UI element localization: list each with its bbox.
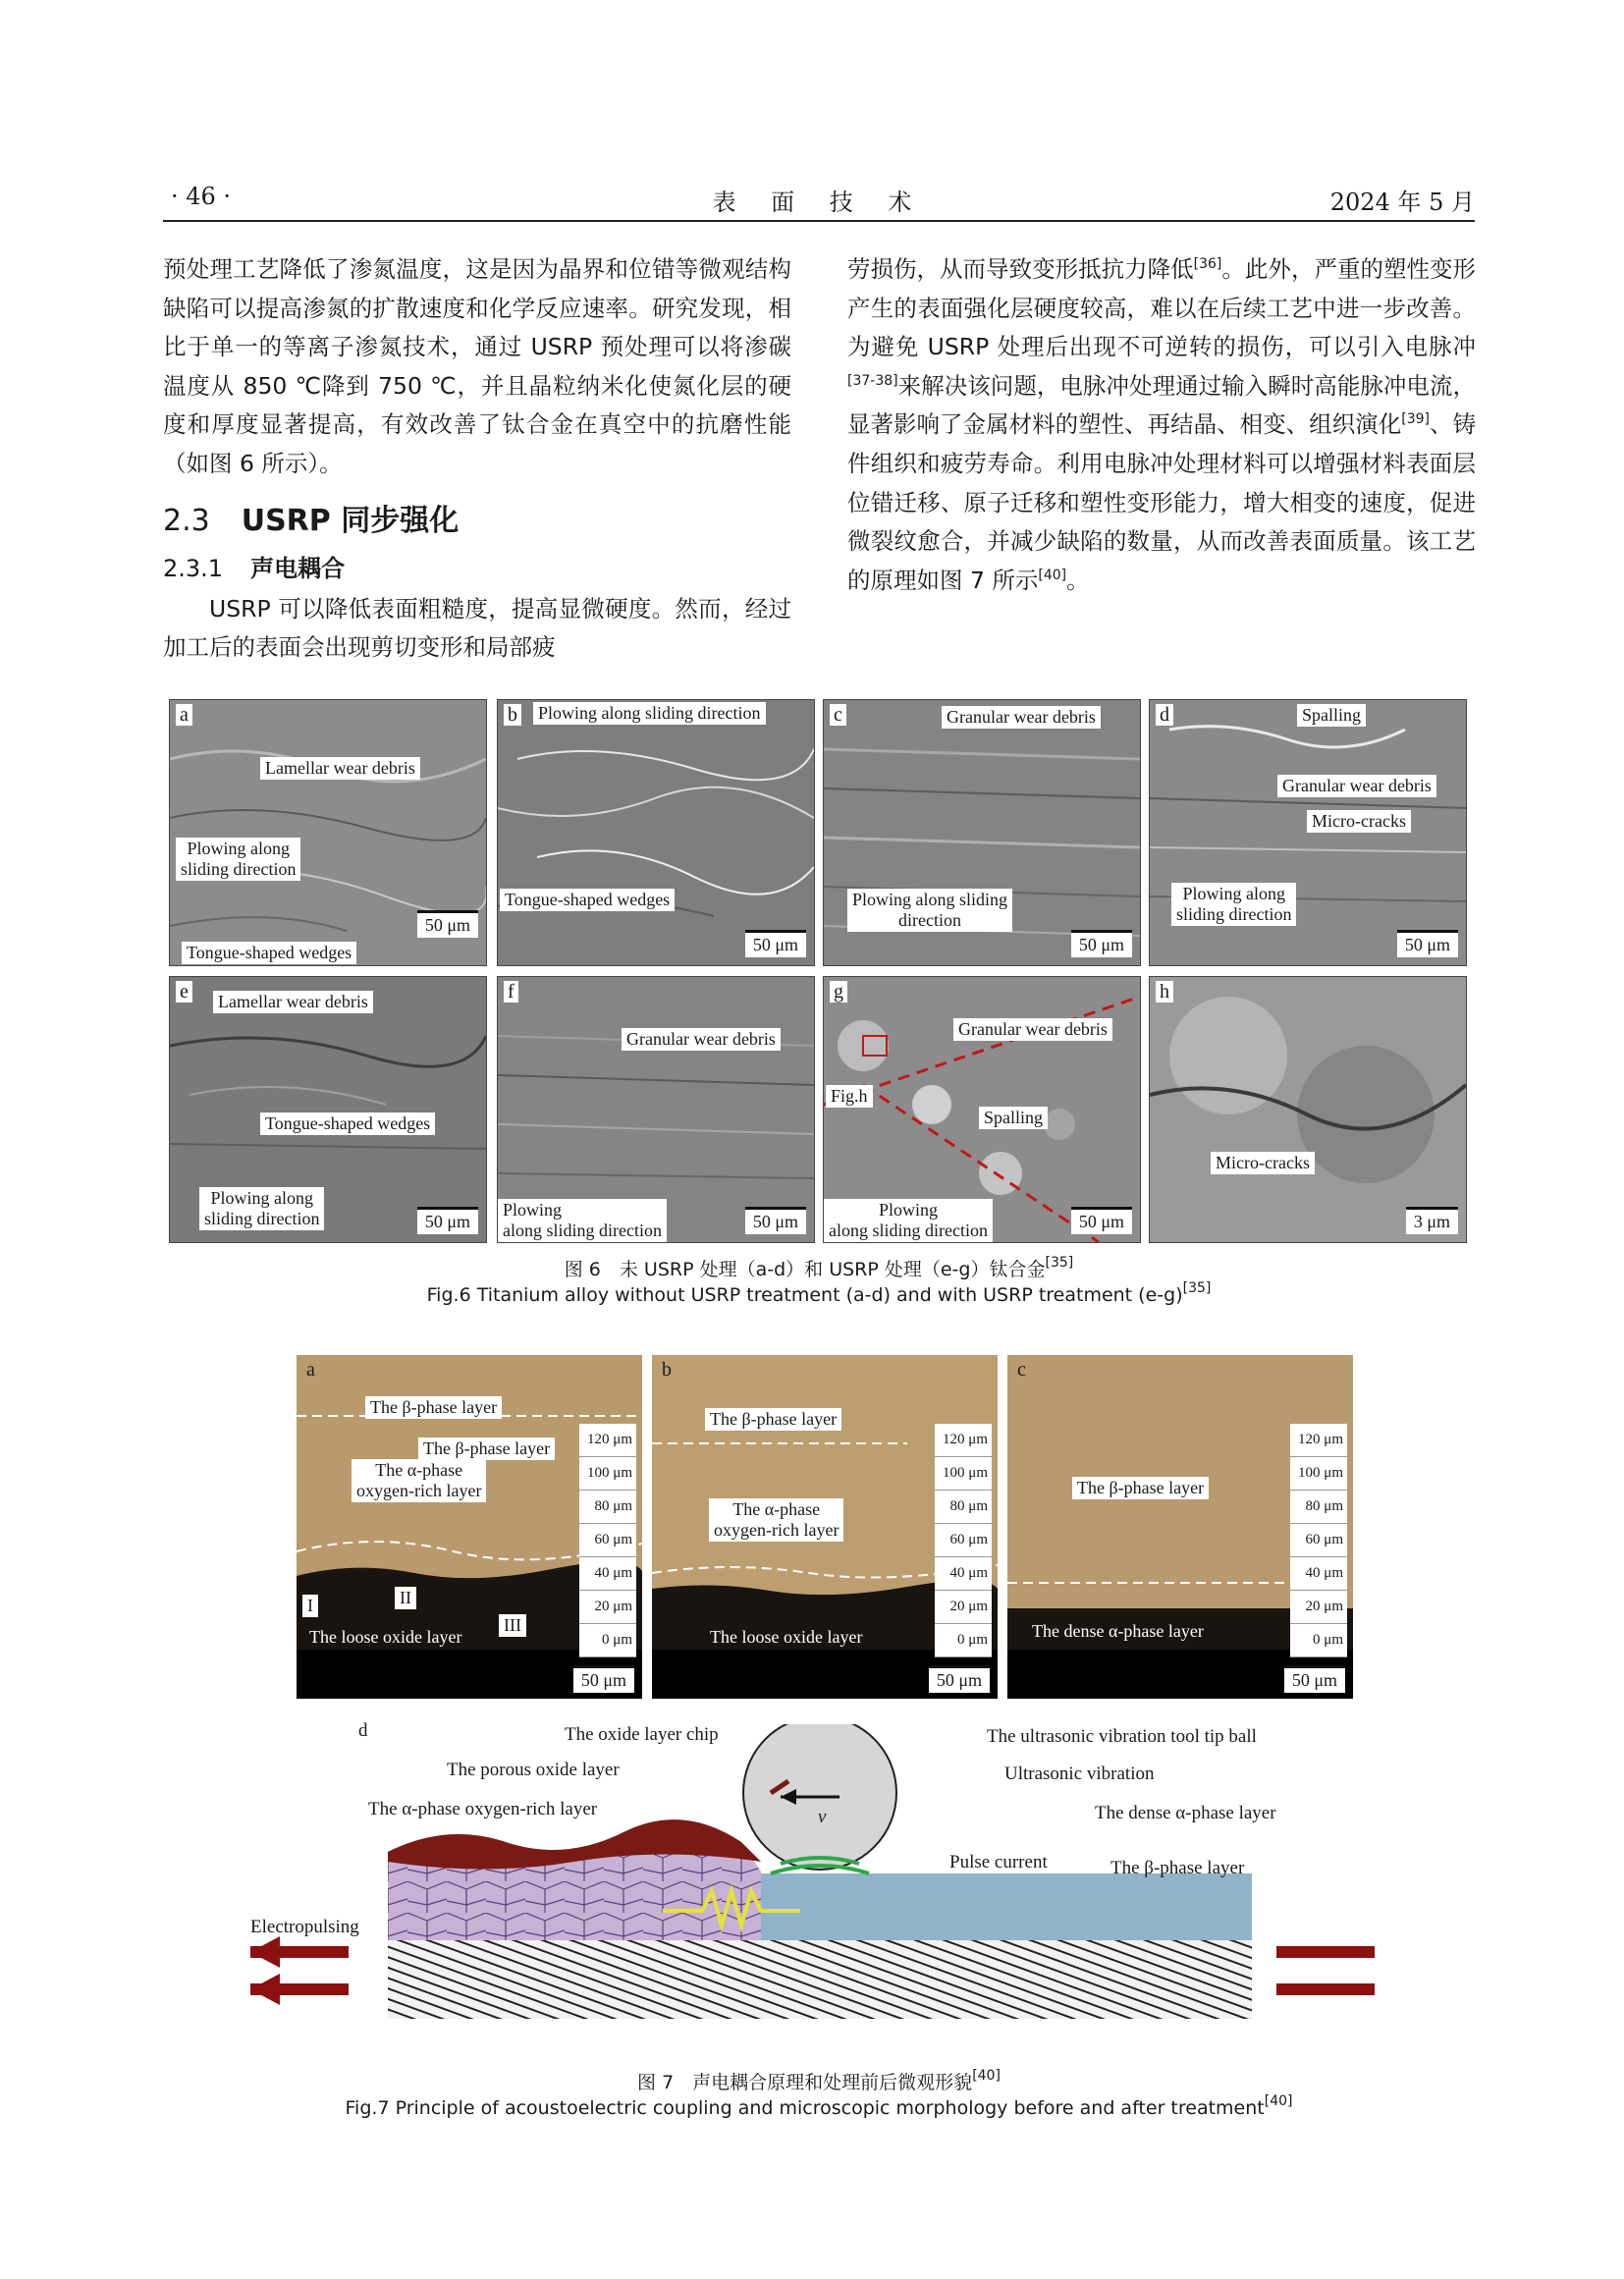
left-column xyxy=(163,250,791,668)
annotation: Tongue-shaped wedges xyxy=(182,942,356,964)
ruler-tick: 80 μm xyxy=(579,1491,636,1524)
annotation: Lamellar wear debris xyxy=(260,757,420,780)
annotation: Plowing along sliding direction xyxy=(847,889,1012,932)
figure-6-caption-en xyxy=(163,1282,1475,1308)
micrograph-panel-c xyxy=(1007,1355,1353,1699)
scale-bar: 50 μm xyxy=(1071,1207,1132,1234)
caption-text: 图 6 未 USRP 处理（a-d）和 USRP 处理（e-g）钛合金 xyxy=(564,1259,1046,1280)
annotation: Tongue-shaped wedges xyxy=(260,1112,435,1135)
section-number: 2.3 xyxy=(163,503,210,538)
annotation: The dense α-phase layer xyxy=(1032,1621,1204,1641)
sem-panel-h xyxy=(1149,976,1467,1243)
scale-bar: 50 μm xyxy=(417,1207,478,1234)
sem-panel-d xyxy=(1149,699,1467,966)
subsection-heading xyxy=(163,551,791,586)
text-run: 劳损伤，从而导致变形抵抗力降低 xyxy=(847,255,1194,283)
ruler-tick: 40 μm xyxy=(579,1557,636,1591)
annotation: The β-phase layer xyxy=(705,1408,841,1431)
annotation: The α-phase oxygen-rich layer xyxy=(352,1459,486,1502)
annotation: Micro-cracks xyxy=(1307,810,1411,833)
caption-text: Fig.6 Titanium alloy without USRP treatment (a-d) and with USRP treatment (e-g) xyxy=(426,1284,1183,1306)
ruler-tick: 20 μm xyxy=(935,1591,992,1624)
panel-label: b xyxy=(662,1359,672,1381)
running-header xyxy=(163,183,1475,222)
schematic-diagram-d xyxy=(250,1720,1375,2058)
annotation: Fig.h xyxy=(826,1085,873,1108)
annotation: Plowing along sliding direction xyxy=(498,1199,667,1242)
annotation: The loose oxide layer xyxy=(309,1627,462,1647)
ruler-tick: 0 μm xyxy=(579,1624,636,1657)
panel-label: e xyxy=(176,981,192,1003)
ruler-tick: 40 μm xyxy=(1290,1557,1347,1591)
issue-date: 2024 年 5 月 xyxy=(1329,189,1475,216)
paragraph: 预处理工艺降低了渗氮温度，这是因为晶界和位错等微观结构缺陷可以提高渗氮的扩散速度和化学反应速率。研究发现，相比于单一的等离子渗氮技术，通过 USRP 预处理可以将渗碳温度从 850 ℃降到 750 ℃，并且晶粒纳米化使氮化层的硬度和厚度显著提高，有效改善了钛合金在真空中的抗磨性能（如图 6 所示）。 xyxy=(163,255,791,477)
caption-text: 图 7 声电耦合原理和处理前后微观形貌 xyxy=(637,2072,973,2093)
panel-label: g xyxy=(830,981,847,1003)
panel-label: c xyxy=(830,704,846,726)
ruler-tick: 80 μm xyxy=(935,1491,992,1524)
citation[interactable]: [40] xyxy=(1038,567,1067,583)
depth-ruler xyxy=(1290,1424,1347,1657)
annotation: The α-phase oxygen-rich layer xyxy=(709,1498,843,1542)
header-rule xyxy=(163,220,1475,222)
annotation: Granular wear debris xyxy=(1277,775,1436,797)
annotation: Spalling xyxy=(1297,704,1366,727)
ruler-tick: 60 μm xyxy=(579,1524,636,1557)
depth-ruler xyxy=(935,1424,992,1657)
annotation: Granular wear debris xyxy=(622,1028,781,1051)
section-heading xyxy=(163,502,791,541)
annotation: Pulse current xyxy=(949,1852,1048,1872)
ruler-tick: 120 μm xyxy=(1290,1424,1347,1457)
citation[interactable]: [40] xyxy=(1264,2093,1293,2109)
region-marker: III xyxy=(499,1614,526,1637)
annotation: Spalling xyxy=(979,1107,1048,1129)
sem-panel-e xyxy=(169,976,487,1243)
panel-label: h xyxy=(1156,981,1173,1003)
citation[interactable]: [40] xyxy=(972,2068,1001,2084)
figure-6-caption-cn xyxy=(163,1257,1475,1282)
sem-panel-g xyxy=(823,976,1141,1243)
panel-label: d xyxy=(358,1720,368,1741)
ruler-tick: 60 μm xyxy=(1290,1524,1347,1557)
right-column xyxy=(847,250,1476,600)
citation[interactable]: [36] xyxy=(1193,256,1222,272)
page-number: · 46 · xyxy=(171,183,232,210)
ruler-tick: 120 μm xyxy=(935,1424,992,1457)
annotation: The β-phase layer xyxy=(1072,1477,1209,1499)
citation[interactable]: [35] xyxy=(1045,1255,1074,1271)
figure-6 xyxy=(169,699,1455,1241)
annotation: The α-phase oxygen-rich layer xyxy=(368,1799,598,1819)
annotation: The loose oxide layer xyxy=(710,1627,863,1647)
ruler-tick: 100 μm xyxy=(935,1457,992,1491)
annotation: Granular wear debris xyxy=(942,706,1101,729)
annotation: Ultrasonic vibration xyxy=(1004,1764,1155,1784)
annotation: The β-phase layer xyxy=(1110,1858,1245,1878)
ruler-tick: 0 μm xyxy=(1290,1624,1347,1657)
annotation: Lamellar wear debris xyxy=(213,991,373,1013)
caption-text: Fig.7 Principle of acoustoelectric coupling and microscopic morphology before and after treatment xyxy=(345,2097,1265,2119)
sem-panel-b xyxy=(497,699,815,966)
schematic-svg xyxy=(250,1724,1375,2058)
velocity-label: v xyxy=(818,1807,827,1827)
annotation: The dense α-phase layer xyxy=(1095,1803,1276,1823)
ruler-tick: 0 μm xyxy=(935,1624,992,1657)
citation[interactable]: [39] xyxy=(1401,411,1430,428)
sem-panel-a xyxy=(169,699,487,966)
annotation: Granular wear debris xyxy=(953,1018,1112,1041)
panel-label: a xyxy=(306,1359,315,1381)
annotation: Electropulsing xyxy=(250,1917,359,1937)
scale-bar: 50 μm xyxy=(745,930,806,957)
scale-bar: 50 μm xyxy=(1071,930,1132,957)
ruler-tick: 80 μm xyxy=(1290,1491,1347,1524)
text-run: 来解决该问题，电脉冲处理通过输入瞬时高能脉冲电流，显著影响了金属材料的塑性、再结晶、相变、组织演化 xyxy=(847,371,1476,439)
scale-bar: 3 μm xyxy=(1406,1207,1458,1234)
subsection-title: 声电耦合 xyxy=(250,554,346,582)
ruler-tick: 20 μm xyxy=(579,1591,636,1624)
micrograph-panel-b xyxy=(652,1355,998,1699)
panel-label: b xyxy=(504,704,521,726)
ruler-tick: 100 μm xyxy=(579,1457,636,1491)
ruler-tick: 60 μm xyxy=(935,1524,992,1557)
annotation: Plowing along sliding direction xyxy=(176,838,300,881)
annotation: The ultrasonic vibration tool tip ball xyxy=(987,1726,1257,1747)
region-marker: II xyxy=(395,1587,416,1609)
annotation: Plowing along sliding direction xyxy=(824,1199,993,1242)
annotation: Micro-cracks xyxy=(1211,1152,1315,1174)
panel-label: a xyxy=(176,704,192,726)
annotation: The β-phase layer xyxy=(365,1396,502,1419)
text-run: 。此外，严重的塑性变形产生的表面强化层硬度较高，难以在后续工艺中进一步改善。为避免 USRP 处理后出现不可逆转的损伤，可以引入电脉冲 xyxy=(847,255,1477,361)
sem-panel-c xyxy=(823,699,1141,966)
subsection-number: 2.3.1 xyxy=(163,554,224,582)
annotation: The porous oxide layer xyxy=(447,1760,620,1780)
depth-ruler xyxy=(579,1424,636,1657)
paragraph xyxy=(847,250,1476,600)
figure-7-caption-en xyxy=(163,2095,1475,2121)
panel-label: c xyxy=(1017,1359,1026,1381)
annotation: Plowing along sliding direction xyxy=(533,702,766,725)
annotation: The β-phase layer xyxy=(418,1438,555,1460)
paragraph: USRP 可以降低表面粗糙度，提高显微硬度。然而，经过加工后的表面会出现剪切变形和局部疲 xyxy=(163,594,791,662)
journal-title: 表 面 技 术 xyxy=(712,189,926,216)
scale-bar: 50 μm xyxy=(929,1665,990,1693)
text-run: 。 xyxy=(1066,566,1090,594)
sem-panel-f xyxy=(497,976,815,1243)
scale-bar: 50 μm xyxy=(745,1207,806,1234)
scale-bar: 50 μm xyxy=(573,1665,634,1693)
text-run: 、铸件组织和疲劳寿命。利用电脉冲处理材料可以增强材料表面层位错迁移、原子迁移和塑性变形能力，增大相变的速度，促进微裂纹愈合，并减少缺陷的数量，从而改善表面质量。该工艺的原理如图 7 所示 xyxy=(847,410,1477,594)
figure-7-caption-cn xyxy=(163,2070,1475,2095)
ruler-tick: 40 μm xyxy=(935,1557,992,1591)
panel-label: d xyxy=(1156,704,1173,726)
panel-label: f xyxy=(504,981,518,1003)
annotation: Plowing along sliding direction xyxy=(199,1187,324,1230)
ruler-tick: 100 μm xyxy=(1290,1457,1347,1491)
ruler-tick: 120 μm xyxy=(579,1424,636,1457)
micrograph-panel-a xyxy=(297,1355,642,1699)
region-marker: I xyxy=(302,1595,318,1617)
scale-bar: 50 μm xyxy=(1284,1665,1345,1693)
annotation: The oxide layer chip xyxy=(565,1724,719,1745)
citation[interactable]: [37-38] xyxy=(847,372,898,389)
annotation: Plowing along sliding direction xyxy=(1171,883,1296,926)
scale-bar: 50 μm xyxy=(417,910,478,938)
section-title: USRP 同步强化 xyxy=(241,503,460,538)
scale-bar: 50 μm xyxy=(1397,930,1458,957)
annotation: Tongue-shaped wedges xyxy=(500,889,675,911)
citation[interactable]: [35] xyxy=(1182,1280,1212,1296)
ruler-tick: 20 μm xyxy=(1290,1591,1347,1624)
